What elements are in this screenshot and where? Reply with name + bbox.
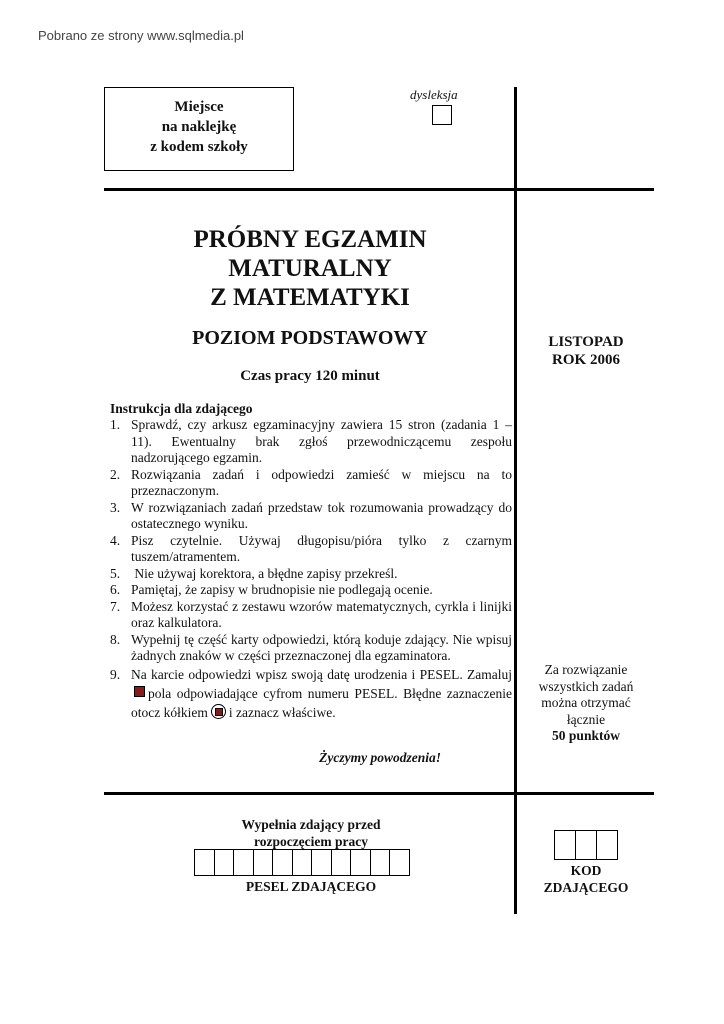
bottom-divider xyxy=(104,792,654,795)
instruction-item: 3. W rozwiązaniach zadań przedstaw tok rozumowania prowadzący do ostatecznego wyniku. xyxy=(110,499,512,531)
good-luck-text: Życzymy powodzenia! xyxy=(319,750,441,765)
exam-duration: Czas pracy 120 minut xyxy=(240,368,380,384)
sticker-line-1: Miejsce xyxy=(174,99,224,115)
instruction-item: 4. Pisz czytelnie. Używaj długopisu/pióra tylko z czarnym tuszem/atramentem. xyxy=(110,532,512,564)
fill-note: Wypełnia zdający przed rozpoczęciem pracy xyxy=(241,817,381,849)
pesel-digit-box[interactable] xyxy=(233,849,254,876)
pesel-digit-box[interactable] xyxy=(292,849,313,876)
instruction-item: 8. Wypełnij tę część karty odpowiedzi, którą koduje zdający. Nie wpisuj żadnych znaków w części przeznaczonej dla egzaminatora. xyxy=(110,631,512,663)
sticker-line-3: z kodem szkoły xyxy=(150,139,248,155)
exam-level: POZIOM PODSTAWOWY xyxy=(192,327,428,349)
code-input-boxes[interactable] xyxy=(555,830,618,860)
pesel-digit-box[interactable] xyxy=(331,849,352,876)
pesel-digit-box[interactable] xyxy=(214,849,235,876)
title-line-2: MATURALNY xyxy=(228,255,392,282)
exam-title xyxy=(104,225,516,312)
pesel-input-boxes[interactable] xyxy=(195,849,410,876)
watermark: Pobrano ze strony www.sqlmedia.pl xyxy=(38,28,244,43)
pesel-digit-box[interactable] xyxy=(253,849,274,876)
session-month: LISTOPAD xyxy=(548,334,624,350)
instruction-item: 2. Rozwiązania zadań i odpowiedzi zamieść w miejscu na to przeznaczonym. xyxy=(110,466,512,498)
filled-square-icon xyxy=(134,686,145,697)
instruction-item: 6. Pamiętaj, że zapisy w brudnopisie nie podlegają ocenie. xyxy=(110,582,433,597)
instruction-item: 9. Na karcie odpowiedzi wpisz swoją datę urodzenia i PESEL. Zamalujpola odpowiadające cyfrom numeru PESEL. Błędne zaznaczenie otocz kółkiem i zaznacz właściwe. xyxy=(110,666,512,720)
pesel-digit-box[interactable] xyxy=(311,849,332,876)
title-line-1: PRÓBNY EGZAMIN xyxy=(193,226,427,253)
pesel-digit-box[interactable] xyxy=(370,849,391,876)
sticker-line-2: na naklejkę xyxy=(161,119,237,135)
school-sticker-box xyxy=(104,87,294,171)
code-digit-box[interactable] xyxy=(575,830,597,860)
instruction-item: 5. Nie używaj korektora, a błędne zapisy przekreśl. xyxy=(110,565,398,581)
code-digit-box[interactable] xyxy=(554,830,576,860)
points-note: Za rozwiązanie wszystkich zadań można otrzymać łącznie 50 punktów xyxy=(538,662,634,743)
pesel-digit-box[interactable] xyxy=(350,849,371,876)
exam-session xyxy=(521,333,651,369)
pesel-digit-box[interactable] xyxy=(389,849,410,876)
vertical-divider xyxy=(514,87,517,914)
instructions-heading: Instrukcja dla zdającego xyxy=(110,401,253,416)
dyslexia-checkbox[interactable] xyxy=(432,105,452,125)
top-divider xyxy=(104,188,654,191)
code-digit-box[interactable] xyxy=(596,830,618,860)
code-label: KOD ZDAJĄCEGO xyxy=(543,863,629,895)
title-line-3: Z MATEMATYKI xyxy=(210,284,410,311)
session-year: ROK 2006 xyxy=(552,352,620,368)
pesel-digit-box[interactable] xyxy=(194,849,215,876)
dyslexia-label: dysleksja xyxy=(410,87,458,102)
circled-square-icon xyxy=(211,704,226,719)
pesel-label: PESEL ZDAJĄCEGO xyxy=(245,879,377,894)
instruction-item: 7. Możesz korzystać z zestawu wzorów matematycznych, cyrkla i linijki oraz kalkulatora. xyxy=(110,598,512,630)
instructions-list xyxy=(110,417,512,722)
instruction-item: 1. Sprawdź, czy arkusz egzaminacyjny zawiera 15 stron (zadania 1 – 11). Ewentualny brak zgłoś przewodniczącemu zespołu nadzorującego egzamin. xyxy=(110,417,512,465)
pesel-digit-box[interactable] xyxy=(272,849,293,876)
